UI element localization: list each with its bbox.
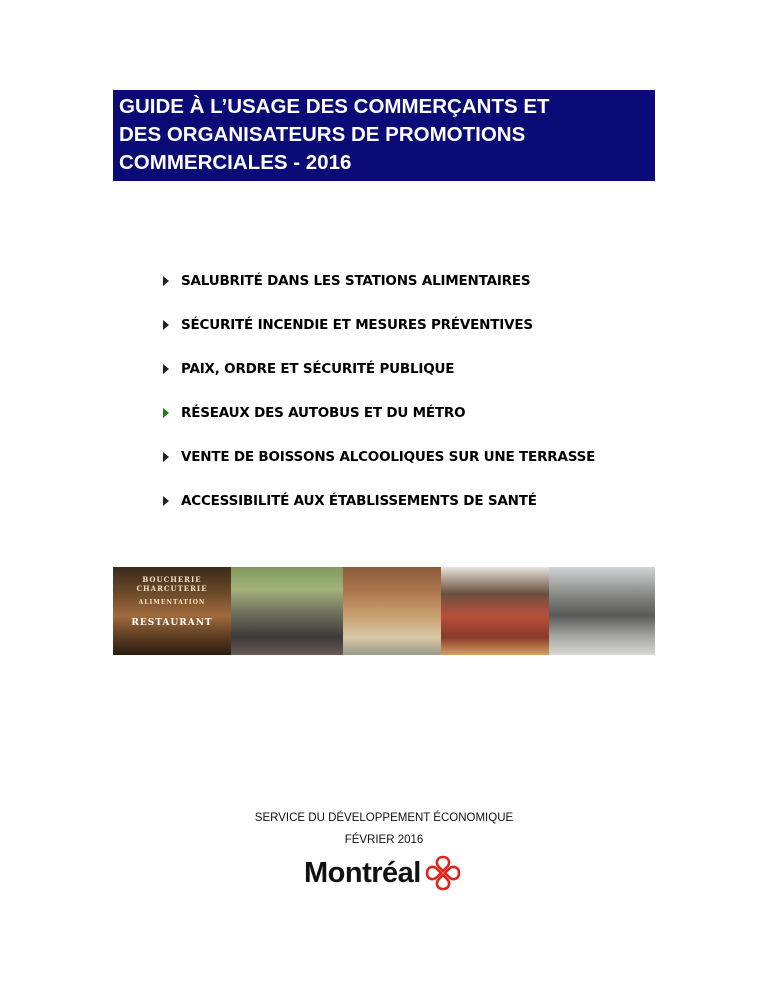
caret-right-icon	[163, 320, 169, 330]
topic-label: ACCESSIBILITÉ AUX ÉTABLISSEMENTS DE SANTÉ	[181, 493, 537, 509]
street-crowd-photo	[231, 567, 343, 655]
city-street-photo	[549, 567, 655, 655]
caret-right-icon	[163, 364, 169, 374]
topic-label: SÉCURITÉ INCENDIE ET MESURES PRÉVENTIVES	[181, 317, 533, 333]
caret-right-icon	[163, 276, 169, 286]
logo-wordmark: Montréal	[304, 856, 421, 889]
storefront-sign-line-2: ALIMENTATION	[138, 599, 206, 606]
title-line-2: DES ORGANISATEURS DE PROMOTIONS	[119, 123, 526, 146]
topic-list	[163, 259, 595, 523]
market-stall-photo	[441, 567, 549, 655]
storefront-photo	[113, 567, 231, 655]
title-line-1: GUIDE À L’USAGE DES COMMERÇANTS ET	[119, 95, 550, 118]
montreal-logo	[304, 853, 463, 893]
topic-label: VENTE DE BOISSONS ALCOOLIQUES SUR UNE TERRASSE	[181, 449, 596, 465]
topic-item	[163, 347, 595, 391]
publication-date: FÉVRIER 2016	[344, 834, 424, 846]
photo-strip	[113, 567, 655, 655]
caret-right-icon	[163, 408, 169, 418]
topic-item	[163, 435, 595, 479]
topic-item	[163, 479, 595, 523]
topic-label: RÉSEAUX DES AUTOBUS ET DU MÉTRO	[181, 405, 466, 421]
topic-item	[163, 303, 595, 347]
title-line-3: COMMERCIALES - 2016	[119, 151, 352, 174]
topic-label: SALUBRITÉ DANS LES STATIONS ALIMENTAIRES	[181, 273, 531, 289]
service-name: SERVICE DU DÉVELOPPEMENT ÉCONOMIQUE	[254, 812, 514, 824]
topic-item	[163, 391, 595, 435]
caret-right-icon	[163, 452, 169, 462]
topic-label: PAIX, ORDRE ET SÉCURITÉ PUBLIQUE	[181, 361, 455, 377]
storefront-sign-line-3: RESTAURANT	[131, 618, 213, 628]
rosette-icon	[423, 853, 463, 893]
caret-right-icon	[163, 496, 169, 506]
terrace-street-photo	[343, 567, 441, 655]
storefront-sign-line-1: BOUCHERIE CHARCUTERIE	[136, 575, 208, 593]
topic-item	[163, 259, 595, 303]
document-title-box	[113, 90, 655, 181]
